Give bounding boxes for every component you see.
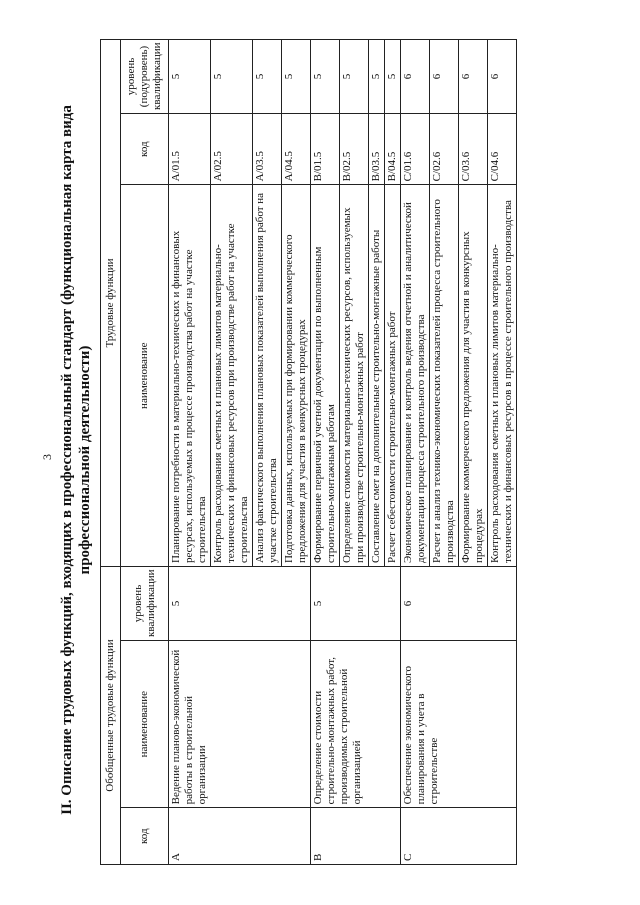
function-level: 5 — [311, 40, 340, 114]
function-code: B/04.5 — [385, 113, 401, 184]
table-row — [401, 40, 430, 865]
header-generalized-functions: Обобщенные трудовые функции — [101, 567, 121, 865]
function-level: 5 — [169, 40, 211, 114]
function-level: 6 — [430, 40, 459, 114]
function-name: Анализ фактического выполнения плановых показателей выполнения работ на участке строительства — [253, 185, 282, 567]
function-code: A/04.5 — [282, 113, 311, 184]
function-name: Формирование коммерческого предложения для участия в конкурсных процедурах — [459, 185, 488, 567]
function-name: Формирование первичной учетной документации по выполненным строительно-монтажным работам — [311, 185, 340, 567]
function-level: 6 — [401, 40, 430, 114]
header-generalized-qual-level: уровень квалификации — [121, 567, 169, 641]
function-name: Планирование потребности в материально-технических и финансовых ресурсах, используемых в процессе производства работ на участке строительства — [169, 185, 211, 567]
function-code: C/04.6 — [488, 113, 517, 184]
header-function-name: наименование — [121, 185, 169, 567]
header-function-code: код — [121, 113, 169, 184]
function-name: Контроль расходования сметных и плановых лимитов материально-технических и финансовых ресурсов в процессе строительного производства — [488, 185, 517, 567]
function-code: C/01.6 — [401, 113, 430, 184]
function-name: Расчет себестоимости строительно-монтажных работ — [385, 185, 401, 567]
function-code: C/03.6 — [459, 113, 488, 184]
function-name: Расчет и анализ технико-экономических показателей процесса строительного производства — [430, 185, 459, 567]
function-level: 5 — [253, 40, 282, 114]
function-code: B/03.5 — [369, 113, 385, 184]
function-code: C/02.6 — [430, 113, 459, 184]
section-heading: II. Описание трудовых функций, входящих в профессиональный стандарт (функциональная карта вида профессиональной деятельности) — [59, 105, 93, 815]
function-level: 5 — [211, 40, 253, 114]
group-code: B — [311, 808, 401, 865]
group-name: Определение стоимости строительно-монтажных работ, производимых строительной организацией — [311, 640, 401, 807]
header-labor-functions: Трудовые функции — [101, 40, 121, 567]
group-name: Ведение планово-экономической работы в строительной организации — [169, 640, 311, 807]
header-generalized-code: код — [121, 808, 169, 865]
page-number: 3 — [40, 454, 54, 460]
function-level: 5 — [340, 40, 369, 114]
function-level: 5 — [385, 40, 401, 114]
function-level: 6 — [459, 40, 488, 114]
group-level: 5 — [169, 567, 311, 641]
function-code: A/02.5 — [211, 113, 253, 184]
function-level: 5 — [282, 40, 311, 114]
function-code: A/01.5 — [169, 113, 211, 184]
table-row — [169, 40, 211, 865]
function-level: 5 — [369, 40, 385, 114]
header-function-sublevel: уровень (подуровень) квалификации — [121, 40, 169, 114]
table-body — [169, 40, 517, 865]
functional-map-table — [100, 39, 517, 865]
group-code: A — [169, 808, 311, 865]
function-name: Экономическое планирование и контроль ведения отчетной и аналитической документации процесса строительного производства — [401, 185, 430, 567]
table-row — [311, 40, 340, 865]
group-level: 6 — [401, 567, 517, 641]
function-code: B/02.5 — [340, 113, 369, 184]
function-level: 6 — [488, 40, 517, 114]
function-name: Подготовка данных, используемых при формировании коммерческого предложения для участия в конкурсных процедурах — [282, 185, 311, 567]
function-name: Определение стоимости материально-технических ресурсов, используемых при производстве строительно-монтажных работ — [340, 185, 369, 567]
function-name: Контроль расходования сметных и плановых лимитов материально-технических и финансовых ресурсов при производстве работ на участке строительства — [211, 185, 253, 567]
group-level: 5 — [311, 567, 401, 641]
group-name: Обеспечение экономического планирования и учета в строительстве — [401, 640, 517, 807]
function-name: Составление смет на дополнительные строительно-монтажные работы — [369, 185, 385, 567]
group-code: C — [401, 808, 517, 865]
function-code: B/01.5 — [311, 113, 340, 184]
function-code: A/03.5 — [253, 113, 282, 184]
header-generalized-name: наименование — [121, 640, 169, 807]
